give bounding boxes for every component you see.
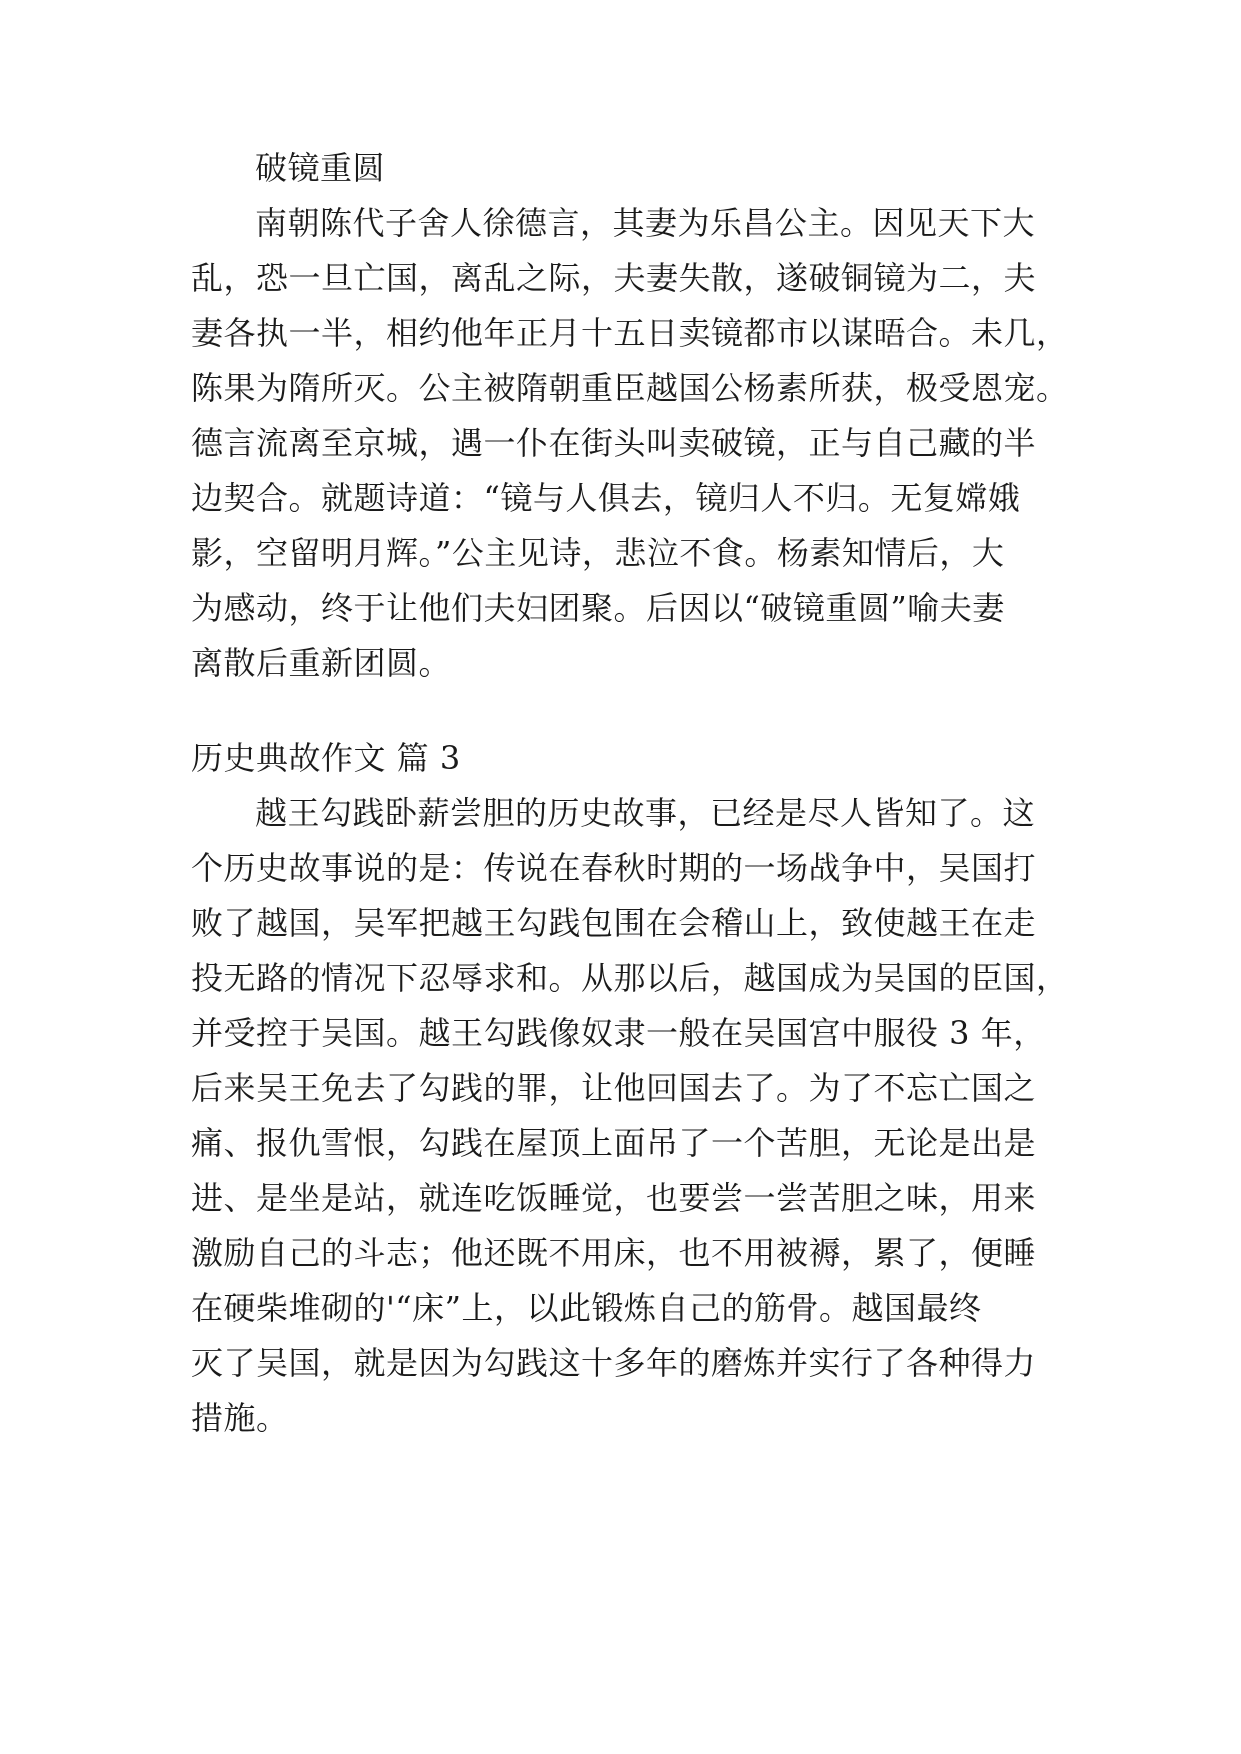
paragraph-line: 并受控于吴国。越王勾践像奴隶一般在吴国宫中服役 3 年， [191,1014,1046,1052]
paragraph-line: 灭了吴国，就是因为勾践这十多年的磨炼并实行了各种得力 [191,1344,1037,1382]
paragraph-line: 措施。 [191,1399,289,1437]
paragraph-line: 陈果为隋所灭。公主被隋朝重臣越国公杨素所获，极受恩宠。 [191,369,1069,407]
paragraph-line: 影，空留明月辉。”公主见诗，悲泣不食。杨素知情后，大 [191,534,1005,572]
paragraph-line: 进、是坐是站，就连吃饭睡觉，也要尝一尝苦胆之味，用来 [191,1179,1037,1217]
paragraph-line: 妻各执一半，相约他年正月十五日卖镜都市以谋晤合。未几， [191,314,1069,352]
section-heading: 历史典故作文 篇 3 [191,739,461,777]
paragraph-line: 德言流离至京城，遇一仆在街头叫卖破镜，正与自己藏的半 [191,424,1037,462]
story-title: 破镜重圆 [255,149,386,187]
paragraph-line: 边契合。就题诗道：“镜与人俱去，镜归人不归。无复嫦娥 [191,479,1021,517]
paragraph-line: 痛、报仇雪恨，勾践在屋顶上面吊了一个苦胆，无论是出是 [191,1124,1037,1162]
paragraph-line: 在硬柴堆砌的'“床”上，以此锻炼自己的筋骨。越国最终 [191,1289,982,1327]
paragraph-line: 南朝陈代子舍人徐德言，其妻为乐昌公主。因见天下大 [255,204,1036,242]
paragraph-line: 乱，恐一旦亡国，离乱之际，夫妻失散，遂破铜镜为二，夫 [191,259,1037,297]
paragraph-line: 离散后重新团圆。 [191,644,452,682]
paragraph-line: 后来吴王免去了勾践的罪，让他回国去了。为了不忘亡国之 [191,1069,1037,1107]
paragraph-line: 越王勾践卧薪尝胆的历史故事，已经是尽人皆知了。这 [255,794,1036,832]
paragraph-line: 败了越国，吴军把越王勾践包围在会稽山上，致使越王在走 [191,904,1037,942]
paragraph-line: 个历史故事说的是：传说在春秋时期的一场战争中，吴国打 [191,849,1037,887]
paragraph-line: 激励自己的斗志；他还既不用床，也不用被褥，累了，便睡 [191,1234,1037,1272]
paragraph-line: 投无路的情况下忍辱求和。从那以后，越国成为吴国的臣国， [191,959,1069,997]
paragraph-line: 为感动，终于让他们夫妇团聚。后因以“破镜重圆”喻夫妻 [191,589,1005,627]
